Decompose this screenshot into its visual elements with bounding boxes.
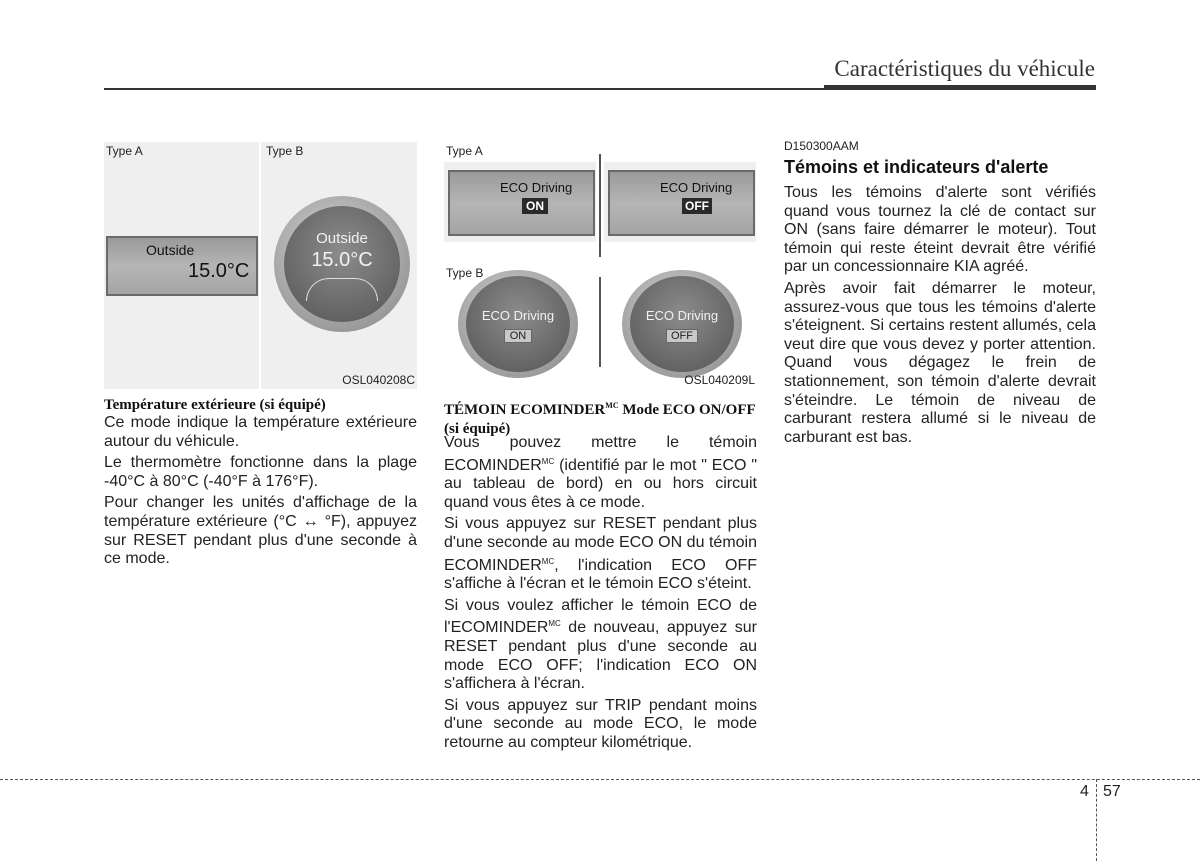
dial-eco-label: ECO Driving (645, 308, 719, 323)
figure-divider (599, 277, 601, 367)
section-title: Témoins et indicateurs d'alerte (784, 157, 1049, 177)
column-2-body (444, 434, 757, 756)
figure-type-b-label: Type B (446, 266, 484, 280)
dial-temperature-value: 15.0°C (311, 249, 373, 271)
figure-type-a-label: Type A (446, 144, 483, 158)
caption-ecominder: TÉMOIN $ECOMINDER^{MC}$ Mode ECO ON/OFF (si équipé) (444, 401, 756, 437)
paragraph: Si vous voulez afficher le témoin ECO de $l'ECOMINDER^{MC}$ de nouveau, appuyez sur RESET pendant plus d'une seconde au mode ECO OFF; l'indication ECO ON s'affichera à l'écran. (444, 596, 757, 693)
lcd-temperature-value: 15.0°C (188, 260, 250, 282)
dial-eco-label: ECO Driving (481, 308, 555, 323)
lcd-eco-on (448, 170, 595, 236)
figure-type-a-label: Type A (106, 144, 143, 158)
caption-outside-temperature: Température extérieure (si équipé) (104, 397, 326, 413)
dial-temperature-face (284, 206, 400, 322)
figure-divider (599, 154, 601, 257)
dial-arc (306, 278, 378, 301)
footer-divider (1096, 779, 1097, 861)
lcd-eco-off (608, 170, 755, 236)
dial-eco-face (466, 276, 570, 372)
paragraph: Si vous appuyez sur RESET pendant plus d'une seconde au mode ECO ON du témoin $ECOMINDER^{MC}$, l'indication ECO OFF s'affiche à l'écran et le témoin ECO s'éteint. (444, 515, 757, 593)
running-header-title: Caractéristiques du véhicule (834, 56, 1095, 81)
figure-divider (259, 142, 261, 389)
paragraph: Après avoir fait démarrer le moteur, assurez-vous que tous les témoins d'alerte s'éteignent. Si certains restent allumés, cela veut dire que vous devez y porter attention. Quand vous dégagez le frein de stationnement, son témoin d'alerte devrait s'éteindre. Le témoin de niveau de carburant restera allumé si le niveau de carburant est bas. (784, 279, 1096, 446)
paragraph: Ce mode indique la température extérieure autour du véhicule. (104, 414, 417, 450)
paragraph: Le thermomètre fonctionne dans la plage -40°C à 80°C (-40°F à 176°F). (104, 454, 417, 490)
figure-type-b-label: Type B (266, 144, 304, 158)
figure-code: OSL040208C (342, 373, 415, 387)
dial-temperature-gauge (274, 196, 410, 332)
dial-eco-off (622, 270, 742, 378)
figure-code: OSL040209L (684, 373, 755, 387)
eco-off-badge: OFF (630, 326, 734, 344)
paragraph: Tous les témoins d'alerte sont vérifiés quand vous tournez la clé de contact sur ON (sans faire démarrer le moteur). Tout témoin qui reste éteint devrait être vérifié par un concessionnaire KIA agréé. (784, 184, 1096, 276)
lcd-temperature-display (106, 236, 258, 296)
header-rule-accent (824, 85, 1096, 90)
section-code: D150300AAM (784, 139, 859, 153)
figure-outside-temperature (104, 142, 417, 389)
lcd-eco-label: ECO Driving (660, 180, 733, 195)
page-number: 57 (1103, 783, 1121, 800)
eco-off-badge: OFF (682, 198, 712, 214)
paragraph: Vous pouvez mettre le témoin $ECOMINDER^{MC}$ (identifié par le mot " ECO " au tableau de bord) en ou hors circuit quand vous êtes à ce mode. (444, 434, 757, 511)
dial-eco-on (458, 270, 578, 378)
lcd-outside-label: Outside (146, 242, 195, 258)
column-3-body (784, 184, 1096, 450)
paragraph: Pour changer les unités d'affichage de la température extérieure (°C ↔ °F), appuyez sur RESET pendant plus d'une seconde à ce mode. (104, 494, 417, 568)
eco-on-badge: ON (466, 326, 570, 344)
eco-on-badge: ON (522, 198, 548, 214)
chapter-number: 4 (1080, 783, 1089, 800)
lcd-eco-label: ECO Driving (500, 180, 573, 195)
column-1-body (104, 414, 417, 572)
figure-eco-driving (444, 142, 757, 389)
paragraph: Si vous appuyez sur TRIP pendant moins d'une seconde au mode ECO, le mode retourne au compteur kilométrique. (444, 696, 757, 751)
dial-eco-face (630, 276, 734, 372)
footer-rule (0, 779, 1200, 780)
dial-outside-label: Outside (316, 230, 368, 247)
